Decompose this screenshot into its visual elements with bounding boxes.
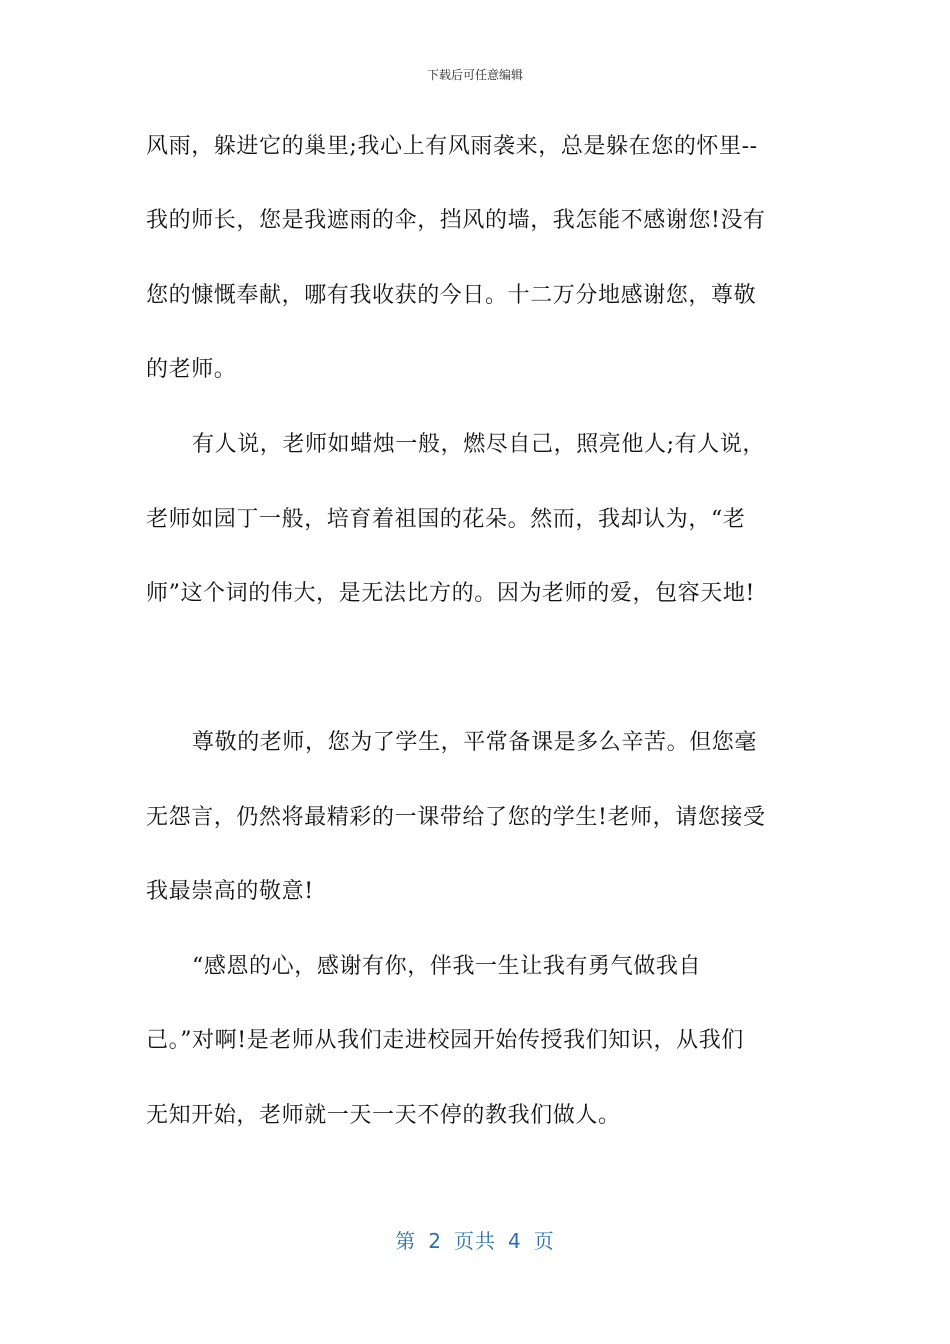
text-line: 的老师。 [146, 357, 237, 382]
paragraph-first-line: 尊敬的老师，您为了学生，平常备课是多么辛苦。但您毫 [192, 730, 758, 755]
text-line: 您的慷慨奉献，哪有我收获的今日。十二万分地感谢您，尊敬 [146, 283, 757, 308]
paragraph-first-line: “感恩的心，感谢有你，伴我一生让我有勇气做我自 [192, 954, 702, 979]
page-header-note: 下载后可任意编辑 [426, 68, 523, 82]
paragraph-first-line: 有人说，老师如蜡烛一般，燃尽自己，照亮他人;有人说， [192, 432, 766, 457]
text-line: 风雨，躲进它的巢里;我心上有风雨袭来，总是躲在您的怀里-- [146, 134, 758, 159]
footer-prefix: 第 [395, 1229, 417, 1253]
text-line: 我最崇高的敬意! [146, 879, 314, 904]
footer-suffix: 页 [533, 1229, 555, 1253]
text-line: 无怨言，仍然将最精彩的一课带给了您的学生!老师，请您接受 [146, 805, 766, 830]
text-line: 我的师长，您是我遮雨的伞，挡风的墙，我怎能不感谢您!没有 [146, 208, 766, 233]
total-pages-number: 4 [508, 1229, 522, 1253]
text-line: 老师如园丁一般，培育着祖国的花朵。然而，我却认为，“老 [146, 507, 746, 532]
page-number-footer [0, 1225, 950, 1254]
footer-middle: 页共 [454, 1229, 496, 1253]
text-line: 无知开始，老师就一天一天不停的教我们做人。 [146, 1103, 621, 1128]
current-page-number: 2 [428, 1229, 442, 1253]
text-line: 师”这个词的伟大，是无法比方的。因为老师的爱，包容天地! [146, 581, 755, 606]
text-line: 己。”对啊!是老师从我们走进校园开始传授我们知识，从我们 [146, 1028, 744, 1053]
